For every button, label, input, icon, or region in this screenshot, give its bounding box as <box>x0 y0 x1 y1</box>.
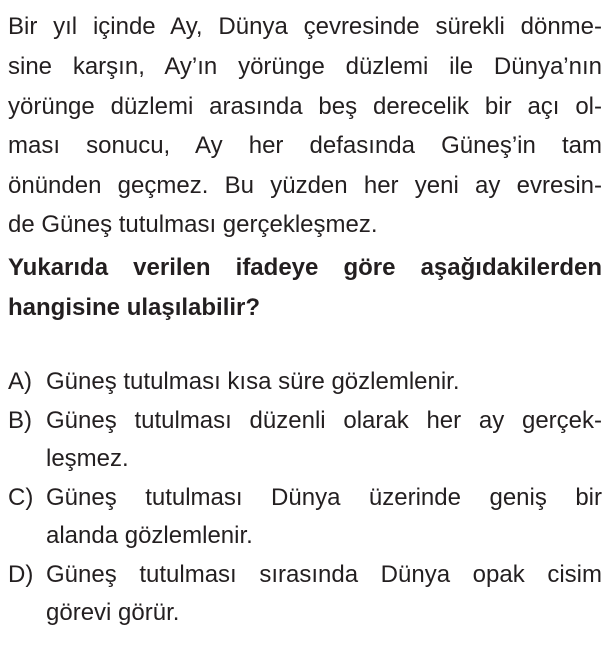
option-letter: D) <box>8 561 34 588</box>
question-line: Yukarıda verilen ifadeye göre aşağıdakilerden <box>8 254 602 281</box>
question-line: hangisine ulaşılabilir? <box>8 294 261 321</box>
option-letter: C) <box>8 484 34 511</box>
option-text: Güneş tutulması düzenli olarak her ay gerçek- <box>46 407 602 434</box>
passage-line: önünden geçmez. Bu yüzden her yeni ay evresin- <box>8 172 602 199</box>
option-text: Güneş tutulması Dünya üzerinde geniş bir <box>46 484 602 511</box>
passage-line: de Güneş tutulması gerçekleşmez. <box>8 211 378 238</box>
passage-line: Bir yıl içinde Ay, Dünya çevresinde sürekli dönme- <box>8 13 602 40</box>
option-letter: B) <box>8 407 32 434</box>
option-text: Güneş tutulması kısa süre gözlemlenir. <box>46 368 460 395</box>
option-letter: A) <box>8 368 32 395</box>
option-text: alanda gözlemlenir. <box>46 522 253 549</box>
option-text: görevi görür. <box>46 599 180 626</box>
passage-line: ması sonucu, Ay her defasında Güneş’in tam <box>8 132 602 159</box>
option-text: Güneş tutulması sırasında Dünya opak cisim <box>46 561 602 588</box>
passage-line: sine karşın, Ay’ın yörünge düzlemi ile Dünya’nın <box>8 53 602 80</box>
option-text: leşmez. <box>46 445 129 472</box>
passage-line: yörünge düzlemi arasında beş derecelik bir açı ol- <box>8 93 602 120</box>
